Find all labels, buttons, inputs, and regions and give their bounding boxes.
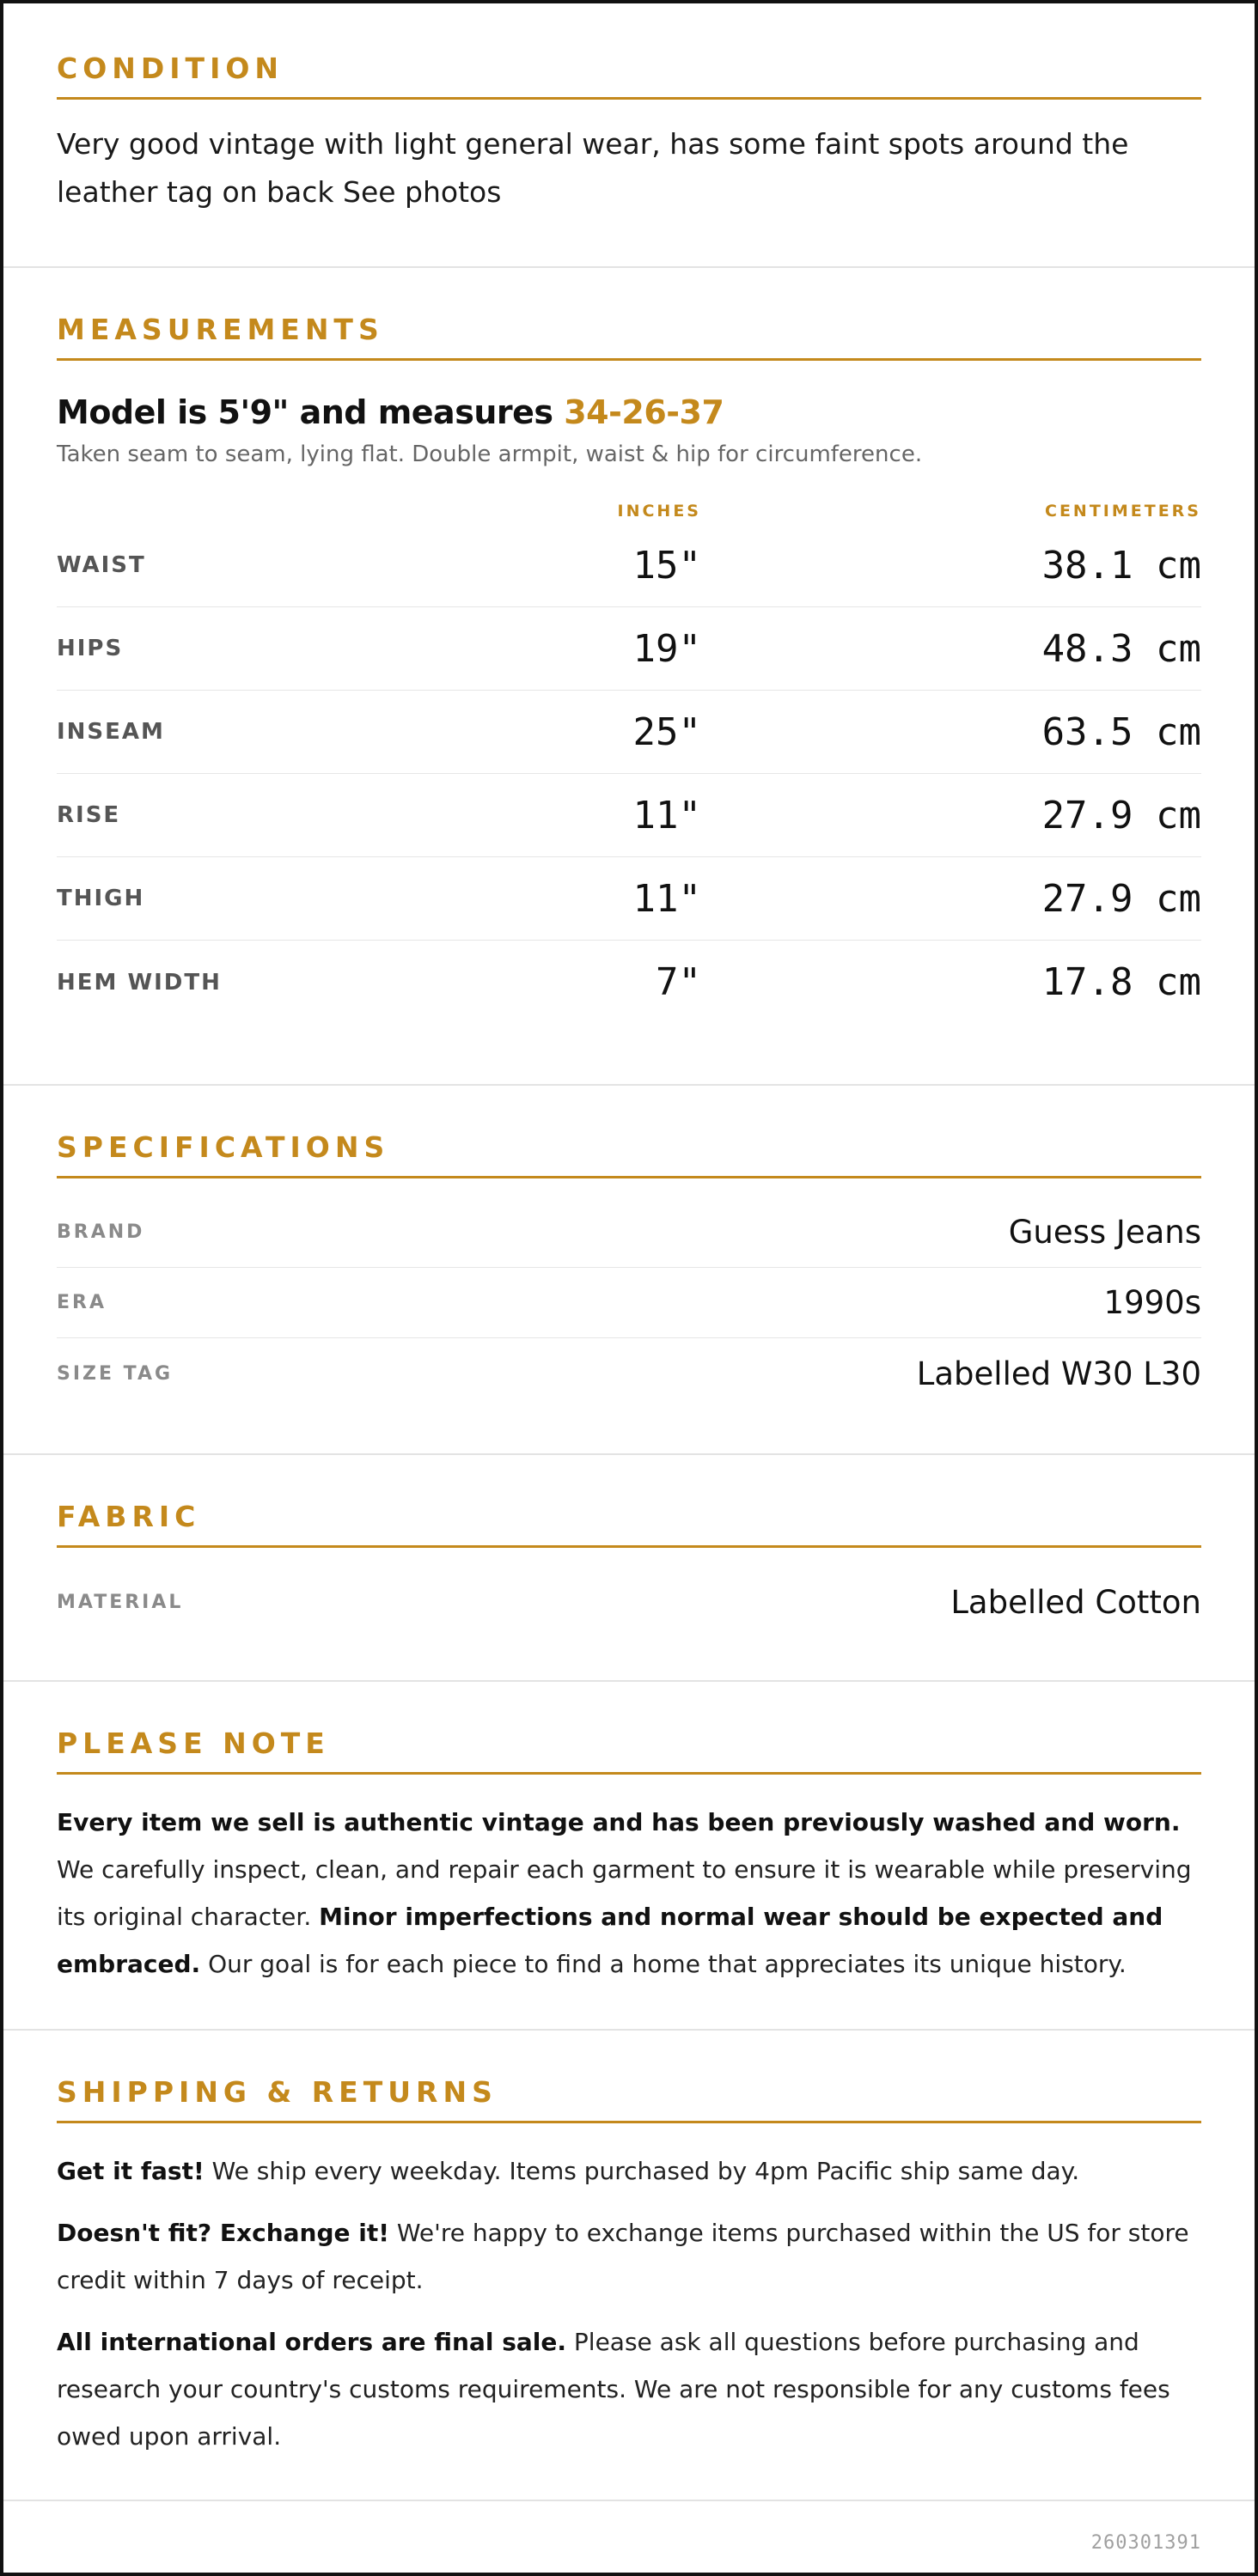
measurement-label: INSEAM [57, 719, 165, 745]
measurements-table-header [57, 502, 1201, 524]
measurement-method-note: Taken seam to seam, lying flat. Double armpit, waist & hip for circumference. [57, 442, 923, 467]
measurement-inches: 11" [632, 793, 701, 837]
shipping-paragraph-fast [57, 2147, 1201, 2195]
shipping-fast-bold: Get it fast! [57, 2157, 205, 2185]
measurement-cm: 17.8 cm [1041, 960, 1201, 1004]
note-bold-2: Minor imperfections and normal wear should be expected and embraced. [57, 1903, 1163, 1978]
condition-text: Very good vintage with light general wear, has some faint spots around the leather tag on back See photos [57, 127, 1129, 209]
spec-value: 1990s [1103, 1284, 1201, 1321]
please-note-text [57, 1799, 1201, 1988]
measurement-cm: 63.5 cm [1041, 709, 1201, 754]
list-item [57, 1197, 1201, 1268]
shipping-paragraph-international [57, 2318, 1201, 2460]
condition-section [3, 3, 1255, 268]
measurement-inches: 19" [632, 626, 701, 671]
shipping-fast-text: We ship every weekday. Items purchased by 4pm Pacific ship same day. [204, 2157, 1080, 2185]
table-row [57, 691, 1201, 774]
spec-label: SIZE TAG [57, 1362, 174, 1385]
note-text-1: We carefully inspect, clean, and repair each garment to ensure it is wearable while preserving its original character. [57, 1855, 1192, 1931]
fabric-label: MATERIAL [57, 1591, 184, 1613]
fabric-section [3, 1455, 1255, 1682]
measurements-table [57, 502, 1201, 1024]
shipping-exchange-bold: Doesn't fit? Exchange it! [57, 2219, 389, 2247]
shipping-exchange-text: We're happy to exchange items purchased within the US for store credit within 7 days of receipt. [57, 2219, 1189, 2294]
label-column-header [57, 502, 504, 524]
spec-value: Guess Jeans [1008, 1214, 1201, 1251]
specifications-heading: SPECIFICATIONS [57, 1130, 1201, 1178]
list-item [57, 1268, 1201, 1338]
measurement-inches: 25" [632, 709, 701, 754]
list-item [57, 1567, 1201, 1637]
shipping-heading: SHIPPING & RETURNS [57, 2075, 1201, 2123]
fabric-value: Labelled Cotton [950, 1583, 1201, 1621]
measurement-inches: 15" [632, 543, 701, 588]
shipping-international-bold: All international orders are final sale. [57, 2328, 567, 2356]
table-row [57, 524, 1201, 607]
measurement-cm: 48.3 cm [1041, 626, 1201, 671]
list-item [57, 1338, 1201, 1409]
table-row [57, 941, 1201, 1024]
measurements-section [3, 268, 1255, 1086]
specifications-list [57, 1197, 1201, 1409]
spec-label: ERA [57, 1292, 107, 1313]
shipping-returns-section [3, 2031, 1255, 2501]
table-row [57, 774, 1201, 857]
table-row [57, 857, 1201, 941]
please-note-section [3, 1682, 1255, 2031]
sku-number: 260301391 [1090, 2532, 1201, 2554]
specifications-section [3, 1086, 1255, 1455]
table-row [57, 607, 1201, 691]
measurement-label: RISE [57, 802, 121, 828]
measurement-cm: 38.1 cm [1041, 543, 1201, 588]
model-prefix: Model is 5'9" and measures [57, 393, 565, 431]
measurement-inches: 7" [656, 960, 701, 1004]
please-note-heading: PLEASE NOTE [57, 1726, 1201, 1775]
model-measurements-line [57, 393, 1201, 431]
measurement-inches: 11" [632, 876, 701, 921]
measurement-cm: 27.9 cm [1041, 793, 1201, 837]
note-bold-1: Every item we sell is authentic vintage and has been previously washed and worn. [57, 1808, 1181, 1836]
model-measures-value: 34-26-37 [564, 393, 724, 431]
fabric-heading: FABRIC [57, 1500, 1201, 1548]
measurements-heading: MEASUREMENTS [57, 313, 1201, 361]
footer [3, 2501, 1255, 2576]
shipping-international-text: Please ask all questions before purchasing and research your country's customs requirements. We are not responsible for any customs fees owed upon arrival. [57, 2328, 1170, 2451]
note-text-2: Our goal is for each piece to find a home that appreciates its unique history. [200, 1950, 1127, 1978]
shipping-paragraph-exchange [57, 2209, 1201, 2304]
condition-heading: CONDITION [57, 52, 1201, 100]
measurement-label: WAIST [57, 552, 146, 578]
spec-label: BRAND [57, 1221, 145, 1243]
fabric-list [57, 1567, 1201, 1637]
measurement-label: HIPS [57, 636, 124, 661]
spec-value: Labelled W30 L30 [916, 1355, 1201, 1392]
measurement-label: THIGH [57, 886, 145, 911]
centimeters-column-header: CENTIMETERS [1045, 502, 1201, 521]
measurement-label: HEM WIDTH [57, 969, 222, 996]
inches-column-header: INCHES [617, 502, 701, 521]
measurement-cm: 27.9 cm [1041, 876, 1201, 921]
